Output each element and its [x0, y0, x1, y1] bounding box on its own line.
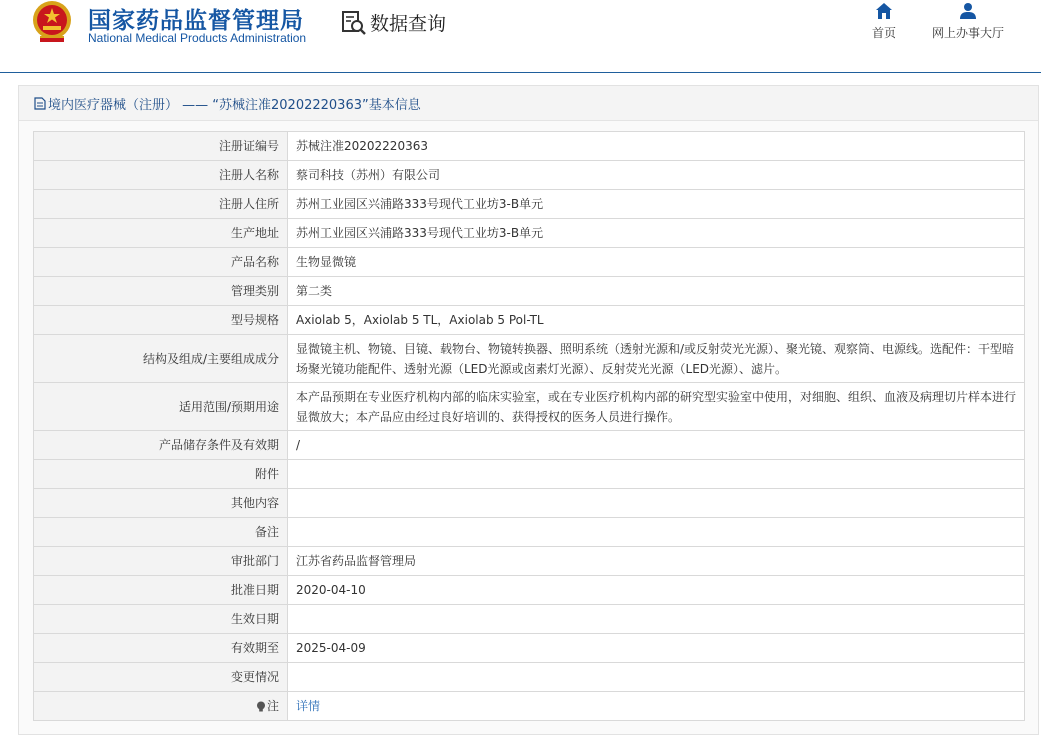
field-value: Axiolab 5，Axiolab 5 TL，Axiolab 5 Pol-TL: [288, 306, 1025, 335]
panel-title: 境内医疗器械（注册） —— “苏械注准20202220363”基本信息: [48, 97, 421, 113]
table-row: [34, 132, 1025, 161]
field-label: 生效日期: [34, 605, 288, 634]
field-label: 变更情况: [34, 663, 288, 692]
table-row: [34, 547, 1025, 576]
table-row: [34, 634, 1025, 663]
field-label: 结构及组成/主要组成成分: [34, 335, 288, 383]
table-row: [34, 306, 1025, 335]
details-link[interactable]: 详情: [296, 699, 321, 713]
field-value: 苏州工业园区兴浦路333号现代工业坊3-B单元: [288, 219, 1025, 248]
field-value: [288, 663, 1025, 692]
national-emblem-icon: [31, 0, 73, 44]
field-value: 2025-04-09: [288, 634, 1025, 663]
table-row: [34, 692, 1025, 721]
table-row: [34, 605, 1025, 634]
user-icon: [959, 2, 977, 20]
table-row: [34, 219, 1025, 248]
table-row: [34, 576, 1025, 605]
field-label-text: 注: [266, 699, 279, 713]
data-query-link[interactable]: [340, 8, 446, 36]
field-value: [288, 518, 1025, 547]
field-label: 产品名称: [34, 248, 288, 277]
field-value: 苏州工业园区兴浦路333号现代工业坊3-B单元: [288, 190, 1025, 219]
home-icon: [875, 2, 893, 20]
field-label: 批准日期: [34, 576, 288, 605]
detail-panel: [18, 85, 1039, 735]
org-name-cn: 国家药品监督管理局: [88, 8, 304, 34]
field-label: 附件: [34, 460, 288, 489]
lightbulb-icon: [256, 701, 266, 712]
field-label: 注册证编号: [34, 132, 288, 161]
table-row: [34, 383, 1025, 431]
field-label: 产品储存条件及有效期: [34, 431, 288, 460]
table-row: [34, 431, 1025, 460]
table-row: [34, 489, 1025, 518]
table-row: [34, 663, 1025, 692]
field-value: 生物显微镜: [288, 248, 1025, 277]
table-row: [34, 335, 1025, 383]
field-value: 2020-04-10: [288, 576, 1025, 605]
field-label: 审批部门: [34, 547, 288, 576]
table-row: [34, 248, 1025, 277]
field-value: 显微镜主机、物镜、目镜、载物台、物镜转换器、照明系统（透射光源和/或反射荧光光源）、聚光镜、观察筒、电源线。选配件：干型暗场聚光镜功能配件、透射光源（LED光源或卤素灯光源）、反射荧光光源（LED光源）、滤片。: [288, 335, 1025, 383]
site-header: [0, 0, 1041, 73]
nav-online-hall-label: 网上办事大厅: [931, 26, 1004, 40]
panel-title-bar: [19, 86, 1038, 121]
field-value: 苏械注准20202220363: [288, 132, 1025, 161]
field-value: /: [288, 431, 1025, 460]
field-label: [34, 692, 288, 721]
field-label: 备注: [34, 518, 288, 547]
table-row: [34, 518, 1025, 547]
field-value: [288, 460, 1025, 489]
field-label: 有效期至: [34, 634, 288, 663]
search-document-icon: [340, 8, 368, 36]
field-value: 第二类: [288, 277, 1025, 306]
nav-home-label: 首页: [871, 26, 896, 40]
data-query-label: 数据查询: [370, 12, 447, 35]
field-value: [288, 489, 1025, 518]
field-value: 本产品预期在专业医疗机构内部的临床实验室，或在专业医疗机构内部的研究型实验室中使用，对细胞、组织、血液及病理切片样本进行显微放大；本产品应由经过良好培训的、获得授权的医务人员进行操作。: [288, 383, 1025, 431]
field-label: 生产地址: [34, 219, 288, 248]
nav-online-hall[interactable]: [928, 2, 1008, 41]
field-label: 注册人名称: [34, 161, 288, 190]
field-label: 其他内容: [34, 489, 288, 518]
registration-info-table: [33, 131, 1025, 721]
org-name-en: National Medical Products Administration: [88, 31, 307, 45]
table-row: [34, 460, 1025, 489]
field-label: 适用范围/预期用途: [34, 383, 288, 431]
table-row: [34, 190, 1025, 219]
field-label: 注册人住所: [34, 190, 288, 219]
field-value: 江苏省药品监督管理局: [288, 547, 1025, 576]
field-label: 管理类别: [34, 277, 288, 306]
table-row: [34, 277, 1025, 306]
document-icon: [34, 97, 46, 110]
field-value: [288, 605, 1025, 634]
table-row: [34, 161, 1025, 190]
nav-home[interactable]: [866, 2, 902, 41]
field-label: 型号规格: [34, 306, 288, 335]
field-value: 蔡司科技（苏州）有限公司: [288, 161, 1025, 190]
field-value: [288, 692, 1025, 721]
